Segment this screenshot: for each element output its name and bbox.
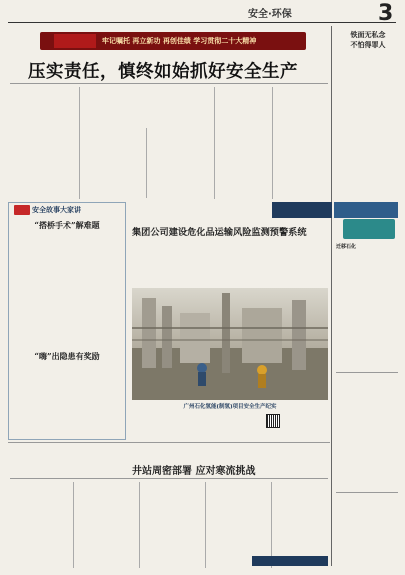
bottom-text-2 [76,482,136,568]
col-divider [73,482,74,568]
bottom-text-4 [208,482,268,552]
col-divider [272,87,273,199]
qr-code-icon [266,414,280,428]
story-text-1b [69,238,123,348]
story-box-title: 安全故事大家讲 [32,205,81,214]
story4-text [336,510,398,568]
center-text-1 [132,238,194,284]
masthead-rule [8,22,396,23]
bottom-headline: 井站周密部署 应对寒流挑战 [132,466,256,477]
banner-tag [54,34,96,48]
lead-column-1 [10,87,76,197]
right-top-headline-2: 不怕得罪人 [350,40,386,49]
photo-caption: 广州石化氢能(制氢)项目安全生产纪实 [183,404,277,410]
page-number: 3 [378,1,394,26]
feature-strip-right [334,202,398,218]
col-divider [214,87,215,199]
story-title-2: “嗨”出隐患有奖励 [34,351,100,361]
col-divider [146,128,147,198]
center-headline: 集团公司建设危化品运输风险监测预警系统 [132,227,307,238]
middle-rule [8,442,330,443]
right-story-rule [336,492,398,493]
center-text-2 [198,238,260,284]
industrial-photo [132,288,328,400]
right-column-divider [331,26,332,566]
lead-column-3 [149,128,211,198]
right-column-text [336,56,398,200]
story3-text [336,390,398,490]
section-title: 安全·环保 [248,9,292,20]
lead-column-2 [82,128,144,198]
story-text-1a [12,238,66,348]
col-divider [139,482,140,568]
right-story-rule [336,372,398,373]
col-divider [79,87,80,199]
story2-text [336,258,398,368]
story2-banner [343,219,395,239]
industrial-photo-graphic [132,288,328,400]
lead-headline-rule [10,83,328,84]
left-lower-text [10,446,126,460]
story-text-2b [69,369,123,437]
banner [40,32,306,50]
bottom-text-3 [142,482,202,568]
center-text-3 [264,238,328,284]
story2-headline: 迁移石化 [336,244,357,250]
right-top-headline-1: 铁面无私念 [350,30,386,39]
story-box-badge [14,205,30,215]
lead-headline: 压实责任，慎终如始抓好安全生产 [28,62,298,82]
bottom-text-5 [274,482,328,552]
bottom-text-1 [10,488,70,568]
col-divider [205,482,206,568]
lead-column-4 [217,87,269,199]
story-title-1: “搭桥手术”解难题 [34,220,100,230]
banner-slogan: 牢记嘱托 再立新功 再创佳绩 学习贯彻二十大精神 [102,37,257,45]
lead-column-5 [275,87,327,199]
lead-bullets-box [82,87,212,125]
feature-strip [272,202,332,218]
story-text-2a [12,369,66,437]
bottom-footer-box [252,556,328,566]
bottom-headline-rule [10,478,328,479]
masthead [0,0,405,24]
middle-text [132,446,328,460]
